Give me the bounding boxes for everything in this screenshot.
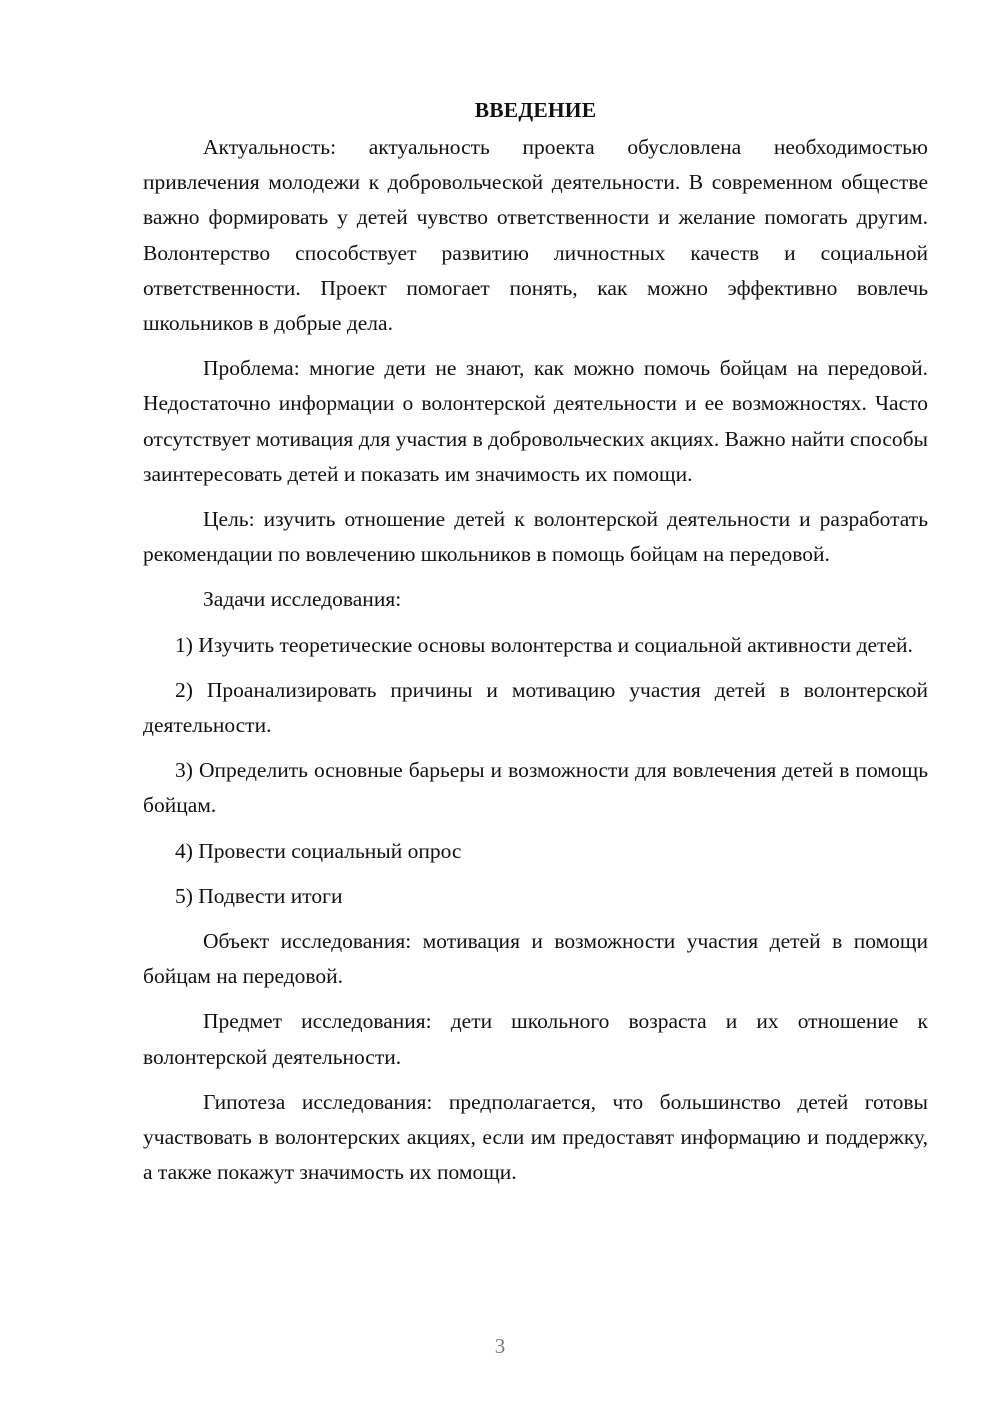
- hypothesis-paragraph: Гипотеза исследования: предполагается, что большинство детей готовы участвовать в волонтерских акциях, если им предоставят информацию и поддержку, а также покажут значимость их помощи.: [143, 1089, 928, 1185]
- task-item: 5) Подвести итоги: [175, 883, 343, 908]
- task-item: 1) Изучить теоретические основы волонтерства и социальной активности детей.: [175, 632, 913, 657]
- problem-paragraph: Проблема: многие дети не знают, как можно помочь бойцам на передовой. Недостаточно информации о волонтерской деятельности и ее возможностях. Часто отсутствует мотивация для участия в добровольческих акциях. Важно найти способы заинтересовать детей и показать им значимость их помощи.: [143, 356, 928, 486]
- object-paragraph: Объект исследования: мотивация и возможности участия детей в помощи бойцам на передовой.: [143, 929, 928, 989]
- task-item: 3) Определить основные барьеры и возможности для вовлечения детей в помощь бойцам.: [143, 758, 928, 818]
- goal-paragraph: Цель: изучить отношение детей к волонтерской деятельности и разработать рекомендации по вовлечению школьников в помощь бойцам на передовой.: [143, 507, 928, 567]
- task-item: 4) Провести социальный опрос: [175, 838, 462, 863]
- page-body: [143, 93, 928, 1190]
- relevance-paragraph: Актуальность: актуальность проекта обусловлена необходимостью привлечения молодежи к добровольческой деятельности. В современном обществе важно формировать у детей чувство ответственности и желание помогать другим. Волонтерство способствует развитию личностных качеств и социальной ответственности. Проект помогает понять, как можно эффективно вовлечь школьников в добрые дела.: [143, 135, 928, 336]
- tasks-heading: Задачи исследования:: [203, 587, 402, 612]
- page-number: 3: [494, 1334, 506, 1358]
- page-title: ВВЕДЕНИЕ: [474, 98, 597, 122]
- subject-paragraph: Предмет исследования: дети школьного возраста и их отношение к волонтерской деятельности.: [143, 1009, 928, 1069]
- task-item: 2) Проанализировать причины и мотивацию участия детей в волонтерской деятельности.: [143, 677, 928, 738]
